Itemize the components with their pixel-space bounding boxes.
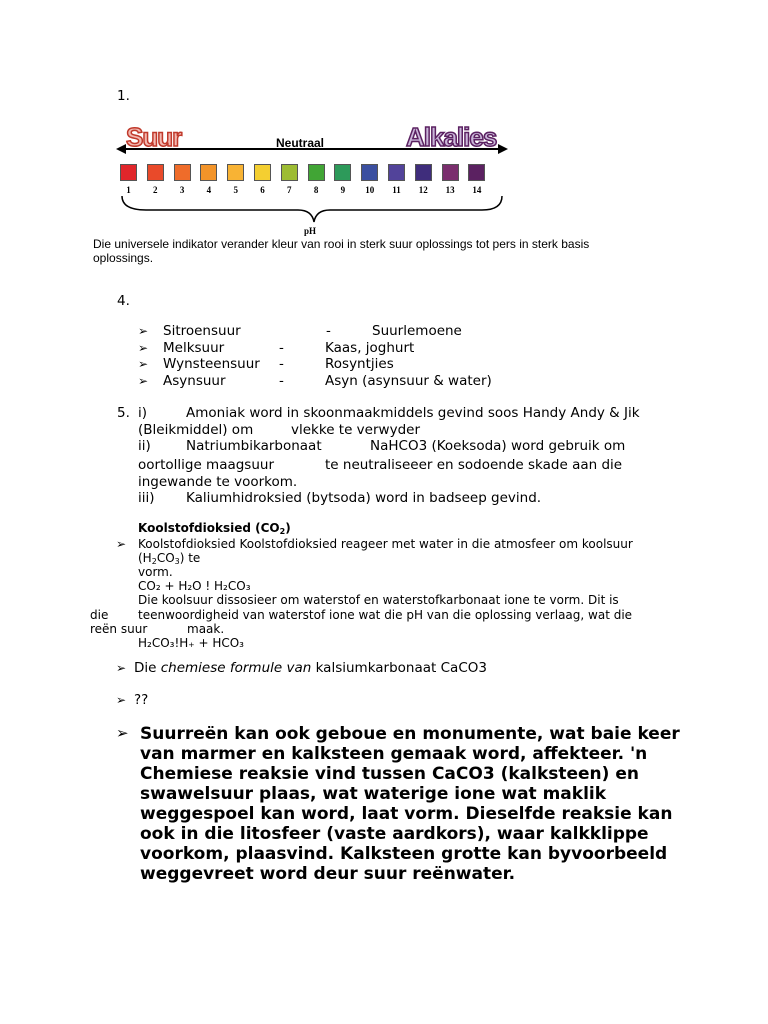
caco3-bullet bbox=[116, 660, 487, 676]
section-5-content bbox=[138, 405, 678, 505]
caption-line-2: oplossings. bbox=[93, 251, 154, 265]
co2-line-6-left: reën suur bbox=[90, 622, 148, 636]
acid-name: Asynsuur bbox=[163, 372, 226, 389]
section-number-1: 1. bbox=[117, 88, 130, 104]
ph-color-box bbox=[254, 164, 271, 181]
co2-equation-1: CO₂ + H₂O ! H₂CO₃ bbox=[138, 579, 251, 593]
figure-caption bbox=[93, 237, 589, 265]
paragraph-line: weggevreet word deur suur reënwater. bbox=[140, 864, 516, 884]
acid-use: Kaas, joghurt bbox=[325, 339, 415, 356]
paragraph-line: ook in die litosfeer (vaste aardkors), waar kalkklippe bbox=[140, 824, 649, 844]
item-iii-label: iii) bbox=[138, 490, 155, 506]
ph-color-box bbox=[388, 164, 405, 181]
ph-number: 3 bbox=[179, 185, 185, 195]
ph-color-box bbox=[281, 164, 298, 181]
item-i-label: i) bbox=[138, 405, 148, 421]
caco3-text: kalsiumkarbonaat CaCO3 bbox=[311, 660, 487, 676]
co2-line-4: Die koolsuur dissosieer om waterstof en waterstofkarbonaat ione te vorm. Dit is bbox=[138, 593, 619, 607]
ph-number: 10 bbox=[365, 185, 375, 195]
ph-color-box bbox=[361, 164, 378, 181]
dash: - bbox=[326, 323, 331, 339]
arrow-bullet-icon: ➢ bbox=[116, 693, 127, 707]
ph-color-box bbox=[200, 164, 217, 181]
caco3-text: Die bbox=[134, 660, 161, 676]
ph-number: 8 bbox=[313, 185, 319, 195]
ph-number: 14 bbox=[472, 185, 482, 195]
ph-color-box bbox=[120, 164, 137, 181]
ph-scale-figure bbox=[116, 118, 508, 246]
dash: - bbox=[279, 372, 284, 389]
co2-line-2: $(H_2CO_3)$ te bbox=[138, 551, 201, 566]
ph-color-box bbox=[334, 164, 351, 181]
item-ii-text-cont: te neutraliseeer en sodoende skade aan die bbox=[325, 457, 623, 473]
item-ii-text: Natriumbikarbonaat bbox=[186, 438, 322, 454]
caption-line-1: Die universele indikator verander kleur van rooi in sterk suur oplossings tot pers in sterk basis bbox=[93, 237, 590, 251]
arrow-bullet-icon: ➢ bbox=[116, 661, 127, 675]
paragraph-line: Suurreën kan ook geboue en monumente, wat baie keer bbox=[140, 724, 680, 744]
paragraph-line: van marmer en kalksteen gemaak word, affekteer. 'n bbox=[140, 744, 648, 764]
paragraph-line: weggespoel kan word, laat vorm. Dieselfde reaksie kan bbox=[140, 804, 673, 824]
list-item bbox=[138, 373, 558, 390]
neutraal-label: Neutraal bbox=[276, 136, 325, 150]
ph-color-box bbox=[174, 164, 191, 181]
ph-color-box bbox=[442, 164, 459, 181]
arrow-bullet-icon: ➢ bbox=[116, 537, 127, 551]
ph-number: 7 bbox=[287, 185, 292, 195]
item-i-text-cont: vlekke te verwyder bbox=[291, 422, 420, 438]
acid-use: Asyn (asynsuur & water) bbox=[325, 372, 492, 389]
item-ii-text: NaHCO3 (Koeksoda) word gebruik om bbox=[370, 438, 626, 454]
ph-number: 4 bbox=[206, 185, 212, 195]
ph-number: 5 bbox=[233, 185, 238, 195]
item-i-text: Amoniak word in skoonmaakmiddels gevind soos Handy Andy & Jik bbox=[186, 405, 640, 421]
ph-number: 2 bbox=[153, 185, 158, 195]
list-item bbox=[138, 340, 558, 357]
arrow-bullet-icon: ➢ bbox=[138, 324, 149, 338]
list-item bbox=[138, 323, 558, 340]
item-ii-text-cont: ingewande te voorkom. bbox=[138, 474, 298, 490]
ph-color-box bbox=[227, 164, 244, 181]
co2-line-6: maak. bbox=[187, 622, 225, 636]
ph-number: 9 bbox=[340, 185, 346, 195]
co2-line-5-left: die bbox=[90, 608, 109, 622]
section-number-5: 5. bbox=[117, 405, 130, 421]
acid-list bbox=[138, 323, 558, 389]
ph-color-box bbox=[415, 164, 432, 181]
paragraph-line: voorkom, plaasvind. Kalksteen grotte kan byvoorbeeld bbox=[140, 844, 668, 864]
list-item bbox=[138, 356, 558, 373]
section-number-4: 4. bbox=[117, 293, 130, 309]
co2-line-3: vorm. bbox=[138, 565, 173, 579]
ph-number: 11 bbox=[392, 185, 401, 195]
ph-color-box bbox=[147, 164, 164, 181]
ph-number: 1 bbox=[126, 185, 131, 195]
caco3-italic-text: chemiese formule van bbox=[160, 660, 312, 676]
acid-name: Sitroensuur bbox=[163, 323, 241, 339]
arrow-bullet-icon: ➢ bbox=[116, 724, 129, 742]
acid-use: Suurlemoene bbox=[372, 323, 462, 339]
acid-name: Melksuur bbox=[163, 339, 225, 356]
ph-axis-label: pH bbox=[304, 226, 317, 236]
co2-heading: Koolstofdioksied $(CO_2)$ bbox=[138, 521, 291, 536]
paragraph-line: Chemiese reaksie vind tussen CaCO3 (kalksteen) en bbox=[140, 764, 639, 784]
item-ii-text-cont: oortollige maagsuur bbox=[138, 457, 275, 473]
ph-number: 12 bbox=[418, 185, 428, 195]
item-ii-label: ii) bbox=[138, 438, 151, 454]
ph-number: 6 bbox=[260, 185, 265, 195]
unknown-bullet bbox=[116, 692, 148, 708]
co2-line-5: teenwoordigheid van waterstof ione wat die pH van die oplossing verlaag, wat die bbox=[138, 608, 633, 622]
ph-number: 13 bbox=[445, 185, 455, 195]
paragraph-line: swawelsuur plaas, wat waterige ione wat maklik bbox=[140, 784, 607, 804]
dash: - bbox=[279, 356, 284, 372]
alkalies-label: Alkalies bbox=[406, 122, 497, 152]
ph-color-box bbox=[308, 164, 325, 181]
item-iii-text: Kaliumhidroksied (bytsoda) word in badseep gevind. bbox=[186, 490, 542, 506]
acid-rain-paragraph bbox=[140, 724, 680, 884]
item-i-text-cont: (Bleikmiddel) om bbox=[138, 422, 254, 438]
acid-name: Wynsteensuur bbox=[163, 356, 260, 372]
dash: - bbox=[279, 339, 284, 356]
acid-use: Rosyntjies bbox=[325, 356, 394, 372]
co2-equation-2: H₂CO₃!H₊ + HCO₃ bbox=[138, 636, 244, 650]
co2-line-1: Koolstofdioksied Koolstofdioksied reageer met water in die atmosfeer om koolsuur bbox=[138, 537, 633, 551]
ph-color-box bbox=[468, 164, 485, 181]
arrow-bullet-icon: ➢ bbox=[138, 340, 149, 355]
arrow-bullet-icon: ➢ bbox=[138, 373, 149, 388]
arrow-bullet-icon: ➢ bbox=[138, 357, 149, 371]
unknown-text: ?? bbox=[134, 692, 149, 708]
suur-label: Suur bbox=[126, 122, 182, 152]
